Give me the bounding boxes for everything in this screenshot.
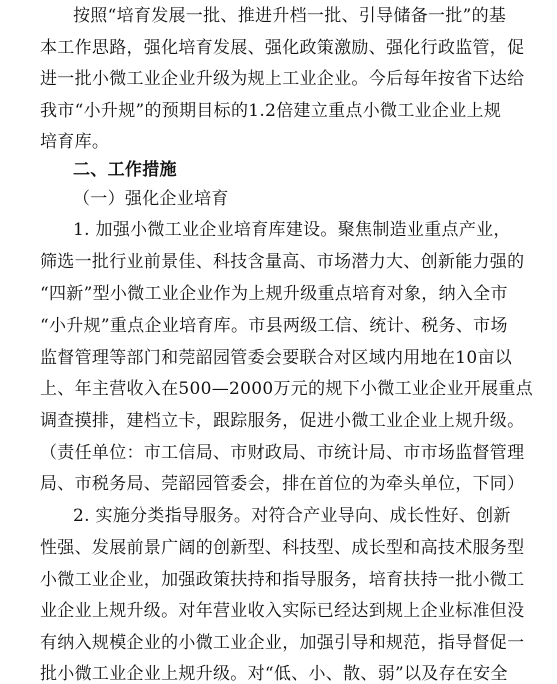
- responsibility-line-1: （责任单位：市工信局、市财政局、市统计局、市市场监督管理: [40, 443, 525, 463]
- paragraph-1-line-3: 进一批小微工业企业升级为规上工业企业。今后每年按省下达给: [40, 69, 525, 89]
- paragraph-1-line-5: 培育库。: [40, 132, 110, 152]
- item-1-line-5: 监督管理等部门和莞韶园管委会要联合对区域内用地在10亩以: [40, 348, 513, 368]
- paragraph-1-line-4: 我市“小升规”的预期目标的1.2倍建立重点小微工业企业上规: [40, 101, 502, 121]
- item-1-line-2: 筛选一批行业前景佳、科技含量高、市场潜力大、创新能力强的: [40, 252, 525, 272]
- item-2-line-4: 业企业上规升级。对年营业收入实际已经达到规上企业标准但没: [40, 601, 525, 621]
- item-1-line-7: 调查摸排，建档立卡，跟踪服务，促进小微工业企业上规升级。: [40, 411, 525, 431]
- item-2-line-3: 小微工业企业，加强政策扶持和指导服务，培育扶持一批小微工: [40, 570, 525, 590]
- item-2-line-2: 性强、发展前景广阔的创新型、科技型、成长型和高技术服务型: [40, 538, 525, 558]
- responsibility-line-2: 局、市税务局、莞韶园管委会，排在首位的为牵头单位，下同）: [40, 474, 525, 494]
- section-heading: 二、工作措施: [73, 160, 177, 180]
- paragraph-1-line-1: 按照“培育发展一批、推进升档一批、引导储备一批”的基: [73, 6, 507, 26]
- subsection-heading: （一）强化企业培育: [73, 189, 229, 209]
- item-2-line-1: 2. 实施分类指导服务。对符合产业导向、成长性好、创新: [73, 506, 511, 526]
- item-2-line-5: 有纳入规模企业的小微工业企业，加强引导和规范，指导督促一: [40, 633, 525, 653]
- item-2-line-6: 批小微工业企业上规升级。对“低、小、散、弱”以及存在安全: [40, 664, 508, 684]
- item-1-line-6: 上、年主营收入在500—2000万元的规下小微工业企业开展重点: [40, 379, 534, 399]
- item-1-line-3: “四新”型小微工业企业作为上规升级重点培育对象，纳入全市: [40, 284, 508, 304]
- item-1-line-1: 1. 加强小微工业企业培育库建设。聚焦制造业重点产业，: [73, 220, 511, 240]
- item-1-line-4: “小升规”重点企业培育库。市县两级工信、统计、税务、市场: [40, 316, 508, 336]
- paragraph-1-line-2: 本工作思路，强化培育发展、强化政策激励、强化行政监管，促: [40, 38, 525, 58]
